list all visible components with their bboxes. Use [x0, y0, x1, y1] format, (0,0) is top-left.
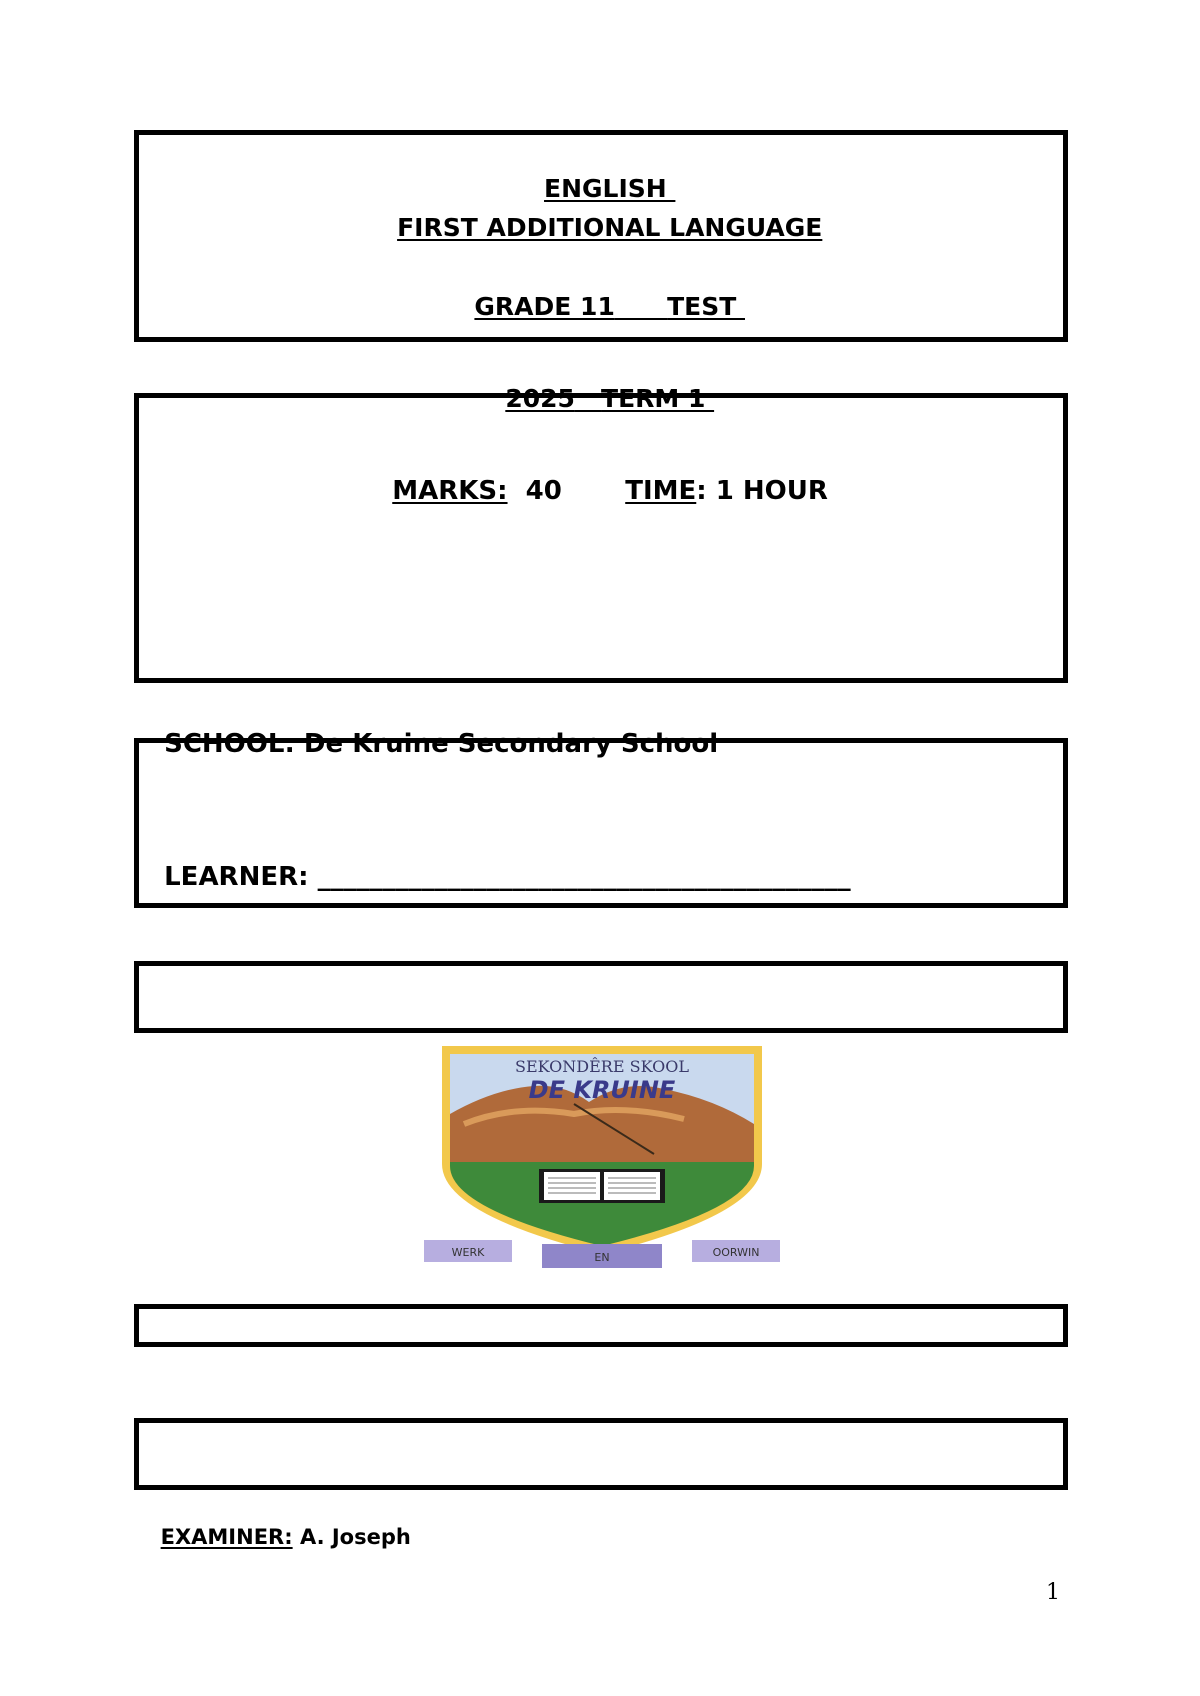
school-name: De Kruine Secondary School	[303, 729, 719, 759]
book-left-page	[544, 1172, 600, 1200]
learner-line[interactable]	[146, 829, 851, 893]
motto-left: WERK	[451, 1246, 485, 1259]
school-crest-image	[424, 1044, 780, 1268]
book-right-page	[604, 1172, 660, 1200]
grade-test-heading	[134, 262, 1068, 322]
learner-name-field[interactable]: _________________________________________	[317, 862, 851, 892]
marks-value: 40	[525, 476, 562, 506]
grade-text: GRADE 11 TEST	[474, 292, 745, 321]
school-crest	[424, 1044, 780, 1268]
marks-label: MARKS:	[392, 476, 508, 506]
crest-top-text: SEKONDÊRE SKOOL	[515, 1057, 689, 1076]
marks-time-box	[134, 393, 1068, 683]
empty-box-1	[134, 961, 1068, 1033]
motto-right: OORWIN	[712, 1246, 760, 1259]
school-label: SCHOOL:	[164, 729, 295, 759]
marks-time-line	[134, 446, 1068, 506]
examiner-label: EXAMINER:	[160, 1525, 293, 1549]
language-text: FIRST ADDITIONAL LANGUAGE	[397, 213, 823, 242]
motto-mid: EN	[594, 1251, 610, 1264]
empty-box-3	[134, 1418, 1068, 1490]
examiner-name: A. Joseph	[299, 1525, 411, 1549]
learner-label: LEARNER:	[164, 862, 309, 892]
examiner-line	[146, 1498, 411, 1550]
crest-name-text: DE KRUINE	[528, 1076, 676, 1104]
time-label: TIME	[625, 476, 697, 506]
subject-text: ENGLISH	[544, 174, 676, 203]
page-number: 1	[1046, 1580, 1060, 1605]
empty-box-2	[134, 1304, 1068, 1347]
term-text: 2025 TERM 1	[505, 384, 715, 413]
time-value: : 1 HOUR	[696, 476, 828, 506]
language-heading	[134, 183, 1068, 243]
